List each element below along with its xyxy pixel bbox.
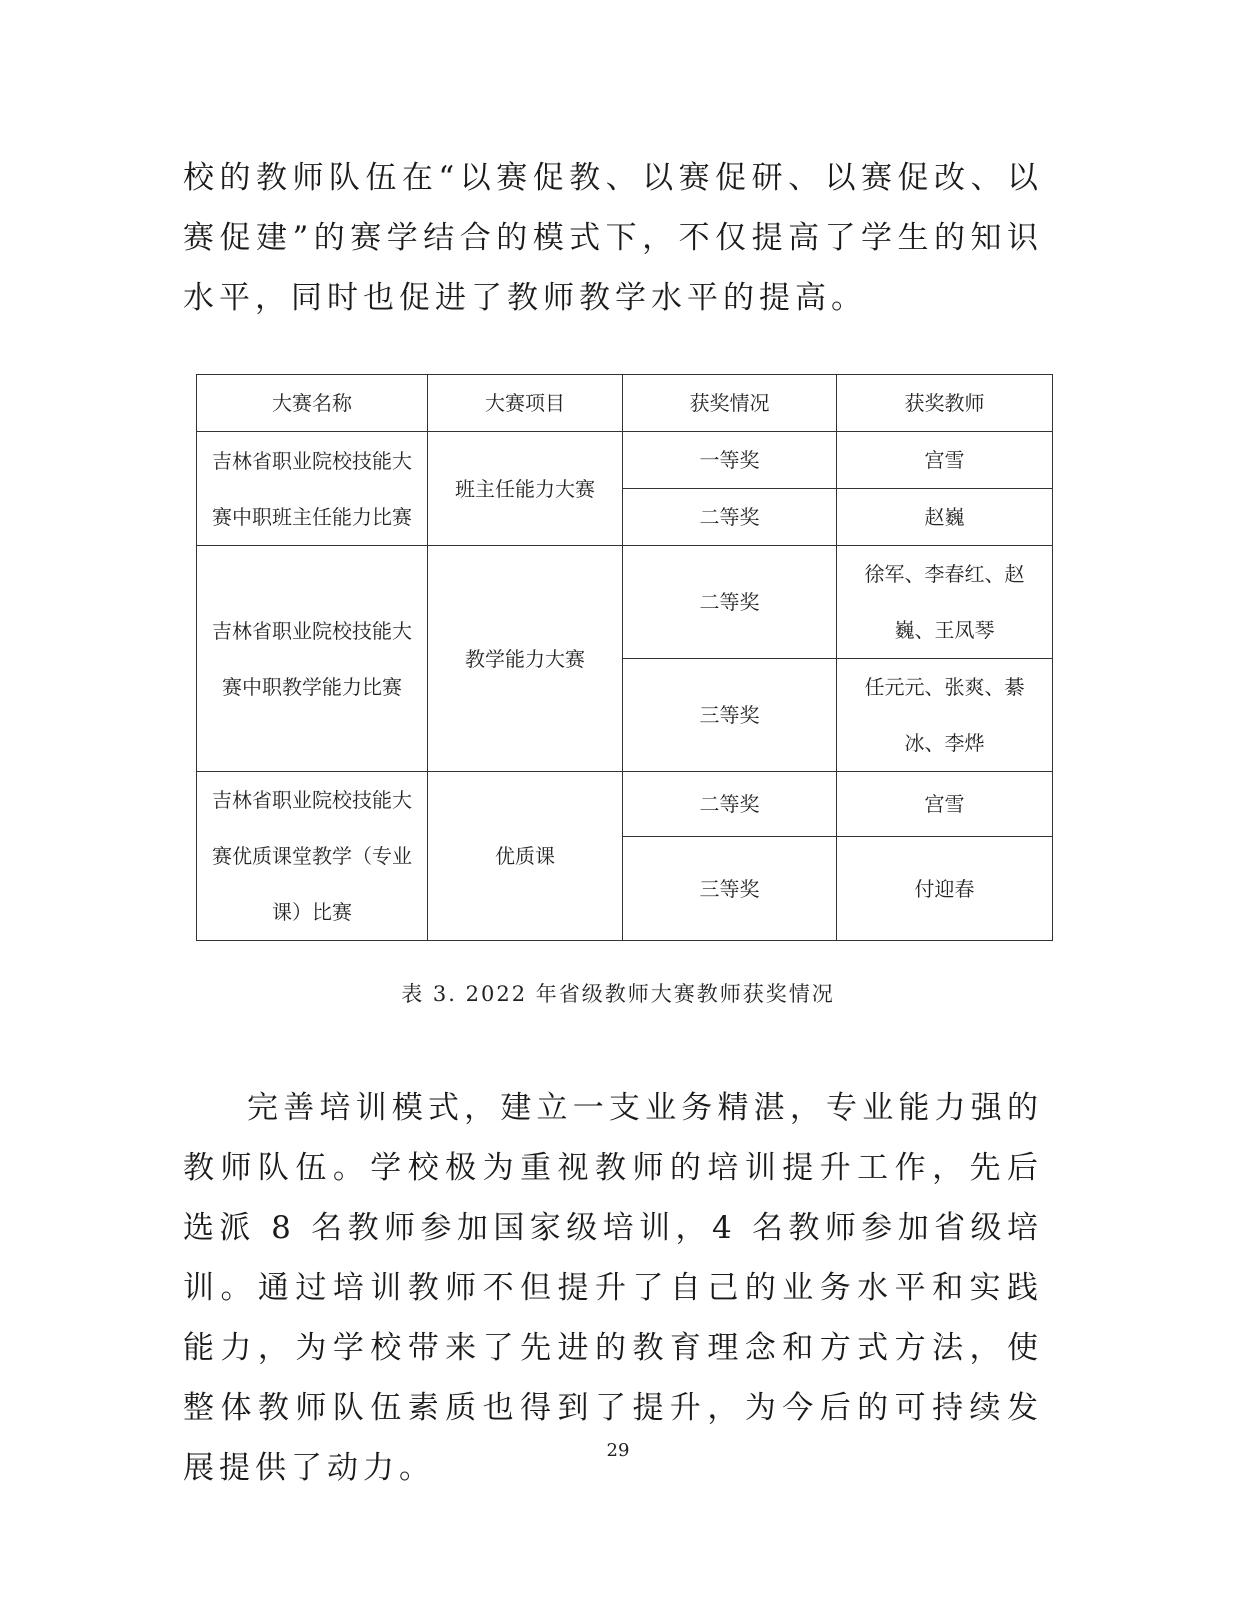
teacher-cell: 任元元、张爽、綦冰、李烨 [837,659,1053,772]
paragraph-intro: 校的教师队伍在“以赛促教、以赛促研、以赛促改、以赛促建”的赛学结合的模式下，不仅提高了学生的知识水平，同时也促进了教师教学水平的提高。 [183,160,1043,316]
teacher-cell: 付迎春 [837,837,1053,941]
table-row [197,772,1053,837]
header-award: 获奖情况 [623,375,837,432]
teacher-cell: 赵巍 [837,489,1053,546]
award-cell: 二等奖 [623,489,837,546]
table-header-row [197,375,1053,432]
project-cell: 班主任能力大赛 [428,432,623,546]
award-cell: 三等奖 [623,837,837,941]
awards-table [196,374,1053,941]
competition-cell: 吉林省职业院校技能大赛中职教学能力比赛 [197,546,428,772]
project-cell: 教学能力大赛 [428,546,623,772]
teacher-cell: 宫雪 [837,432,1053,489]
table-row [197,546,1053,659]
header-teacher: 获奖教师 [837,375,1053,432]
award-cell: 一等奖 [623,432,837,489]
competition-cell: 吉林省职业院校技能大赛优质课堂教学（专业课）比赛 [197,772,428,941]
header-project: 大赛项目 [428,375,623,432]
teacher-cell: 徐军、李春红、赵巍、王凤琴 [837,546,1053,659]
paragraph-training: 完善培训模式，建立一支业务精湛，专业能力强的教师队伍。学校极为重视教师的培训提升工作，先后选派 8 名教师参加国家级培训，4 名教师参加省级培训。通过培训教师不但提升了自己的业务水平和实践能力，为学校带来了先进的教育理念和方式方法，使整体教师队伍素质也得到了提升，为今后的可持续发展提供了动力。 [183,1090,1043,1486]
project-cell: 优质课 [428,772,623,941]
competition-cell: 吉林省职业院校技能大赛中职班主任能力比赛 [197,432,428,546]
page-number: 29 [606,1440,630,1461]
teacher-cell: 宫雪 [837,772,1053,837]
award-cell: 二等奖 [623,546,837,659]
table-row [197,432,1053,489]
header-competition: 大赛名称 [197,375,428,432]
award-cell: 三等奖 [623,659,837,772]
table-caption: 表 3. 2022 年省级教师大赛教师获奖情况 [401,982,835,1006]
award-cell: 二等奖 [623,772,837,837]
